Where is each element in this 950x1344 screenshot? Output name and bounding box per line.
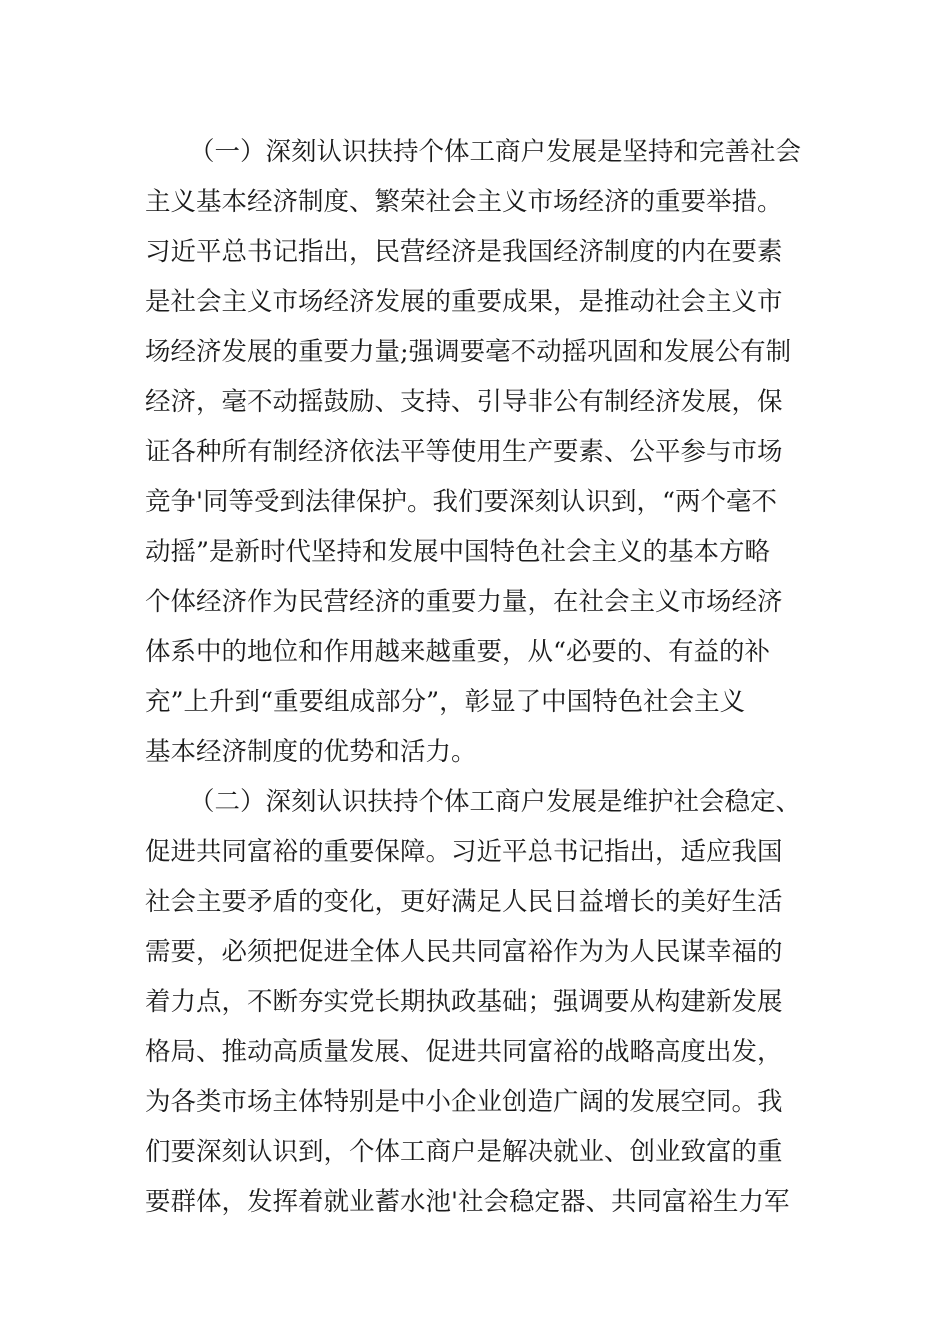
- text-line: 们要深刻认识到，个体工商户是解决就业、创业致富的重: [145, 1137, 783, 1167]
- text-line: 竞争'同等受到法律保护。我们要深刻认识到，“两个毫不: [145, 487, 778, 517]
- text-line: 证各种所有制经济依法平等使用生产要素、公平参与市场: [145, 437, 783, 467]
- text-line: 个体经济作为民营经济的重要力量，在社会主义市场经济: [145, 587, 783, 617]
- text-line: 需要，必须把促进全体人民共同富裕作为为人民谋幸福的: [145, 937, 783, 967]
- text-line: 社会主要矛盾的变化，更好满足人民日益增长的美好生活: [145, 887, 783, 917]
- text-line: 习近平总书记指出，民营经济是我国经济制度的内在要素: [145, 237, 783, 267]
- text-line: 主义基本经济制度、繁荣社会主义市场经济的重要举措。: [145, 187, 783, 217]
- text-line: 要群体，发挥着就业蓄水池'社会稳定器、共同富裕生力军: [145, 1187, 790, 1217]
- text-line: （一）深刻认识扶持个体工商户发展是坚持和完善社会: [189, 137, 802, 167]
- text-line: 动摇”是新时代坚持和发展中国特色社会主义的基本方略: [145, 537, 771, 567]
- text-line: 格局、推动高质量发展、促进共同富裕的战略高度出发，: [145, 1037, 783, 1067]
- text-line: 是社会主义市场经济发展的重要成果，是推动社会主义市: [145, 287, 783, 317]
- text-line: 体系中的地位和作用越来越重要，从“必要的、有益的补: [145, 637, 771, 667]
- text-line: 为各类市场主体特别是中小企业创造广阔的发展空同。我: [145, 1087, 783, 1117]
- text-line: （二）深刻认识扶持个体工商户发展是维护社会稳定、: [189, 787, 802, 817]
- text-line: 促进共同富裕的重要保障。习近平总书记指出，适应我国: [145, 837, 783, 867]
- text-line: 基本经济制度的优势和活力。: [145, 737, 477, 767]
- text-line: 经济，毫不动摇鼓励、支持、引导非公有制经济发展，保: [145, 387, 783, 417]
- text-line: 着力点，不断夯实党长期执政基础；强调要从构建新发展: [145, 987, 783, 1017]
- text-line: 场经济发展的重要力量;强调要毫不动摇巩固和发展公有制: [145, 337, 792, 367]
- text-line: 充”上升到“重要组成部分”，彰显了中国特色社会主义: [145, 687, 746, 717]
